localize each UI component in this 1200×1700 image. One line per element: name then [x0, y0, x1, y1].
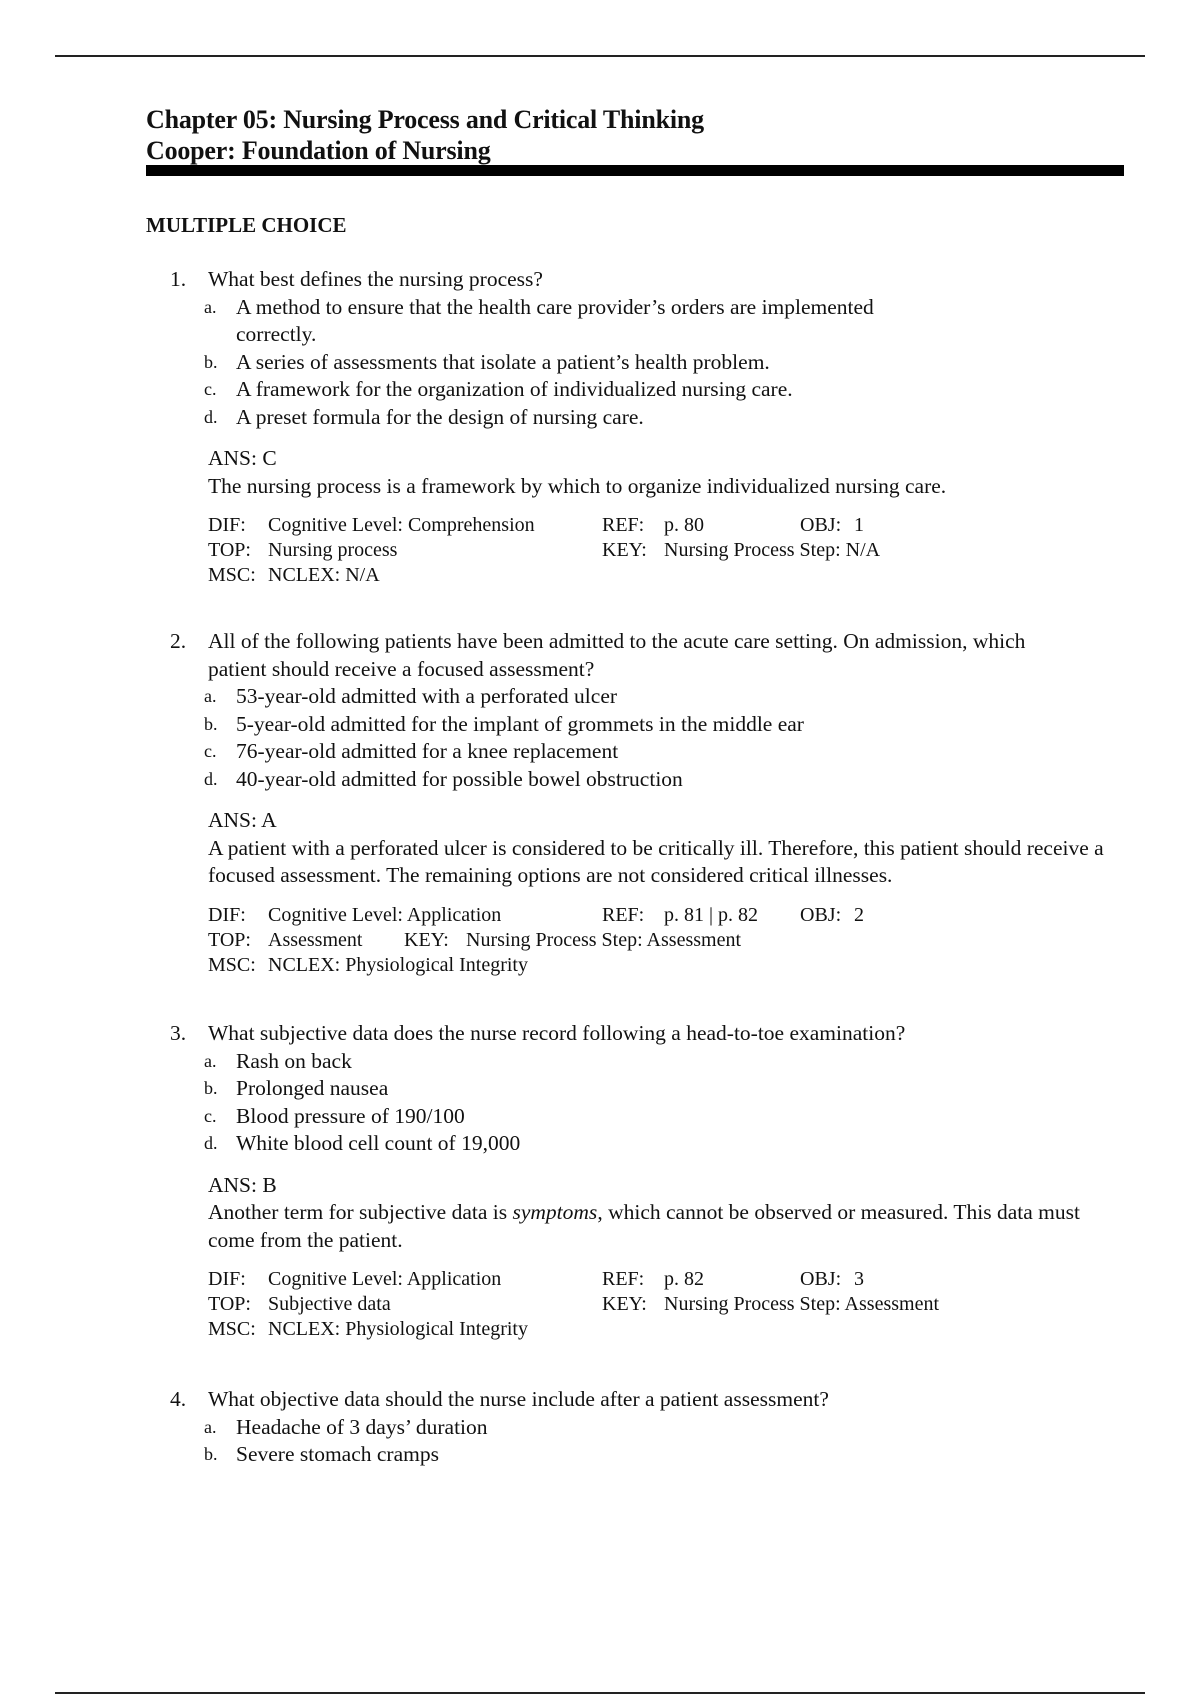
option-c	[204, 738, 1130, 766]
key-value: Nursing Process Step: N/A	[664, 539, 881, 561]
obj-value: 2	[854, 903, 864, 926]
msc-value: NCLEX: Physiological Integrity	[268, 953, 528, 976]
question-metadata	[208, 512, 1130, 592]
obj-value: 3	[854, 1268, 864, 1290]
book-title: Cooper: Foundation of Nursing	[146, 136, 491, 165]
option-letter: d.	[204, 768, 218, 789]
option-text: 76-year-old admitted for a knee replacement	[236, 739, 619, 763]
key-label: KEY:	[404, 928, 449, 951]
rationale-emphasis: symptoms	[512, 1200, 598, 1224]
ref-value: p. 82	[664, 1268, 704, 1290]
option-text: Severe stomach cramps	[236, 1442, 439, 1466]
question-4	[170, 1386, 1130, 1469]
option-b	[204, 1075, 1130, 1103]
obj-label: OBJ:	[800, 903, 842, 926]
question-stem: What objective data should the nurse include after a patient assessment?	[208, 1387, 829, 1411]
top-value: Assessment	[268, 928, 363, 951]
option-a	[204, 294, 1130, 349]
option-text: A series of assessments that isolate a patient’s health problem.	[236, 349, 770, 374]
rationale-text: Another term for subjective data is	[208, 1200, 513, 1224]
obj-value: 1	[854, 514, 864, 536]
option-text: Prolonged nausea	[236, 1076, 389, 1100]
option-text: Rash on back	[236, 1048, 352, 1073]
top-value: Nursing process	[268, 539, 398, 561]
question-stem: What best defines the nursing process?	[208, 267, 543, 291]
msc-label: MSC:	[208, 564, 256, 586]
option-b	[204, 711, 1130, 739]
option-letter: c.	[204, 741, 217, 761]
option-letter: b.	[204, 1078, 218, 1098]
option-text: A method to ensure that the health care provider’s orders are implemented correctly.	[236, 294, 874, 346]
question-1	[170, 266, 1130, 592]
dif-label: DIF:	[208, 514, 246, 536]
answer: ANS: C	[208, 446, 277, 470]
option-text: 53-year-old admitted with a perforated ulcer	[236, 684, 618, 708]
options-list	[204, 1048, 1130, 1158]
option-letter: c.	[204, 1105, 217, 1126]
option-text: A preset formula for the design of nursing care.	[236, 404, 644, 429]
rationale	[208, 1199, 1098, 1254]
dif-label: DIF:	[208, 903, 246, 926]
top-label: TOP:	[208, 928, 251, 951]
answer: ANS: B	[208, 1172, 277, 1197]
question-number: 2.	[170, 629, 187, 653]
option-text: Headache of 3 days’ duration	[236, 1414, 488, 1439]
option-text: A framework for the organization of individualized nursing care.	[236, 377, 793, 401]
option-a	[204, 1048, 1130, 1076]
option-d	[204, 766, 1130, 794]
option-letter: a.	[204, 296, 217, 317]
option-letter: b.	[204, 713, 218, 734]
msc-value: NCLEX: Physiological Integrity	[268, 1318, 528, 1340]
rationale-text: , which cannot be observed or measured. This data must come from the patient.	[208, 1200, 1080, 1252]
options-list	[204, 294, 1130, 432]
question-3	[170, 1020, 1130, 1346]
question-number: 4.	[170, 1387, 187, 1411]
top-rule	[55, 55, 1145, 57]
option-letter: b.	[204, 1444, 218, 1464]
question-number: 3.	[170, 1021, 187, 1045]
header-divider	[146, 165, 1124, 176]
question-number: 1.	[170, 267, 187, 291]
key-label: KEY:	[602, 539, 647, 561]
option-c	[204, 1103, 1130, 1131]
options-list	[204, 1414, 1130, 1469]
bottom-rule	[55, 1692, 1145, 1694]
ref-value: p. 80	[664, 514, 704, 536]
rationale: A patient with a perforated ulcer is considered to be critically ill. Therefore, this patient should receive a focused assessment. The remaining options are not considered critical illnesses.	[208, 835, 1104, 887]
msc-label: MSC:	[208, 1318, 256, 1340]
msc-value: NCLEX: N/A	[268, 564, 380, 586]
option-d	[204, 404, 1130, 432]
option-a	[204, 1414, 1130, 1442]
option-text: Blood pressure of 190/100	[236, 1103, 465, 1128]
ref-value: p. 81 | p. 82	[664, 903, 759, 926]
options-list	[204, 683, 1130, 793]
option-letter: c.	[204, 379, 217, 399]
option-letter: d.	[204, 1133, 218, 1153]
question-stem: What subjective data does the nurse record following a head-to-toe examination?	[208, 1021, 906, 1045]
key-value: Nursing Process Step: Assessment	[664, 1293, 939, 1315]
option-letter: d.	[204, 406, 218, 427]
option-text: 40-year-old admitted for possible bowel obstruction	[236, 766, 683, 791]
rationale: The nursing process is a framework by which to organize individualized nursing care.	[208, 473, 947, 498]
option-b	[204, 349, 1130, 377]
obj-label: OBJ:	[800, 1268, 842, 1290]
question-metadata	[208, 902, 1130, 982]
option-letter: b.	[204, 351, 218, 372]
document-header	[146, 104, 1126, 166]
option-b	[204, 1441, 1130, 1469]
section-title: MULTIPLE CHOICE	[146, 213, 347, 237]
option-letter: a.	[204, 1416, 217, 1437]
option-a	[204, 683, 1130, 711]
option-letter: a.	[204, 686, 217, 706]
question-metadata	[208, 1266, 1130, 1346]
option-d	[204, 1130, 1130, 1158]
top-value: Subjective data	[268, 1293, 391, 1315]
dif-value: Cognitive Level: Comprehension	[268, 514, 535, 536]
question-stem: All of the following patients have been admitted to the acute care setting. On admission, which patient should receive a focused assessment?	[208, 629, 1026, 681]
answer: ANS: A	[208, 808, 277, 832]
msc-label: MSC:	[208, 953, 256, 976]
chapter-title: Chapter 05: Nursing Process and Critical Thinking	[146, 105, 704, 134]
option-letter: a.	[204, 1050, 217, 1071]
ref-label: REF:	[602, 514, 645, 536]
ref-label: REF:	[602, 903, 645, 926]
top-label: TOP:	[208, 539, 251, 561]
obj-label: OBJ:	[800, 514, 842, 536]
question-2	[170, 628, 1130, 982]
key-value: Nursing Process Step: Assessment	[466, 928, 741, 951]
option-text: White blood cell count of 19,000	[236, 1131, 521, 1155]
top-label: TOP:	[208, 1293, 251, 1315]
dif-label: DIF:	[208, 1268, 246, 1290]
option-text: 5-year-old admitted for the implant of grommets in the middle ear	[236, 711, 804, 736]
ref-label: REF:	[602, 1268, 645, 1290]
key-label: KEY:	[602, 1293, 647, 1315]
dif-value: Cognitive Level: Application	[268, 1268, 502, 1290]
dif-value: Cognitive Level: Application	[268, 903, 502, 926]
option-c	[204, 376, 1130, 404]
